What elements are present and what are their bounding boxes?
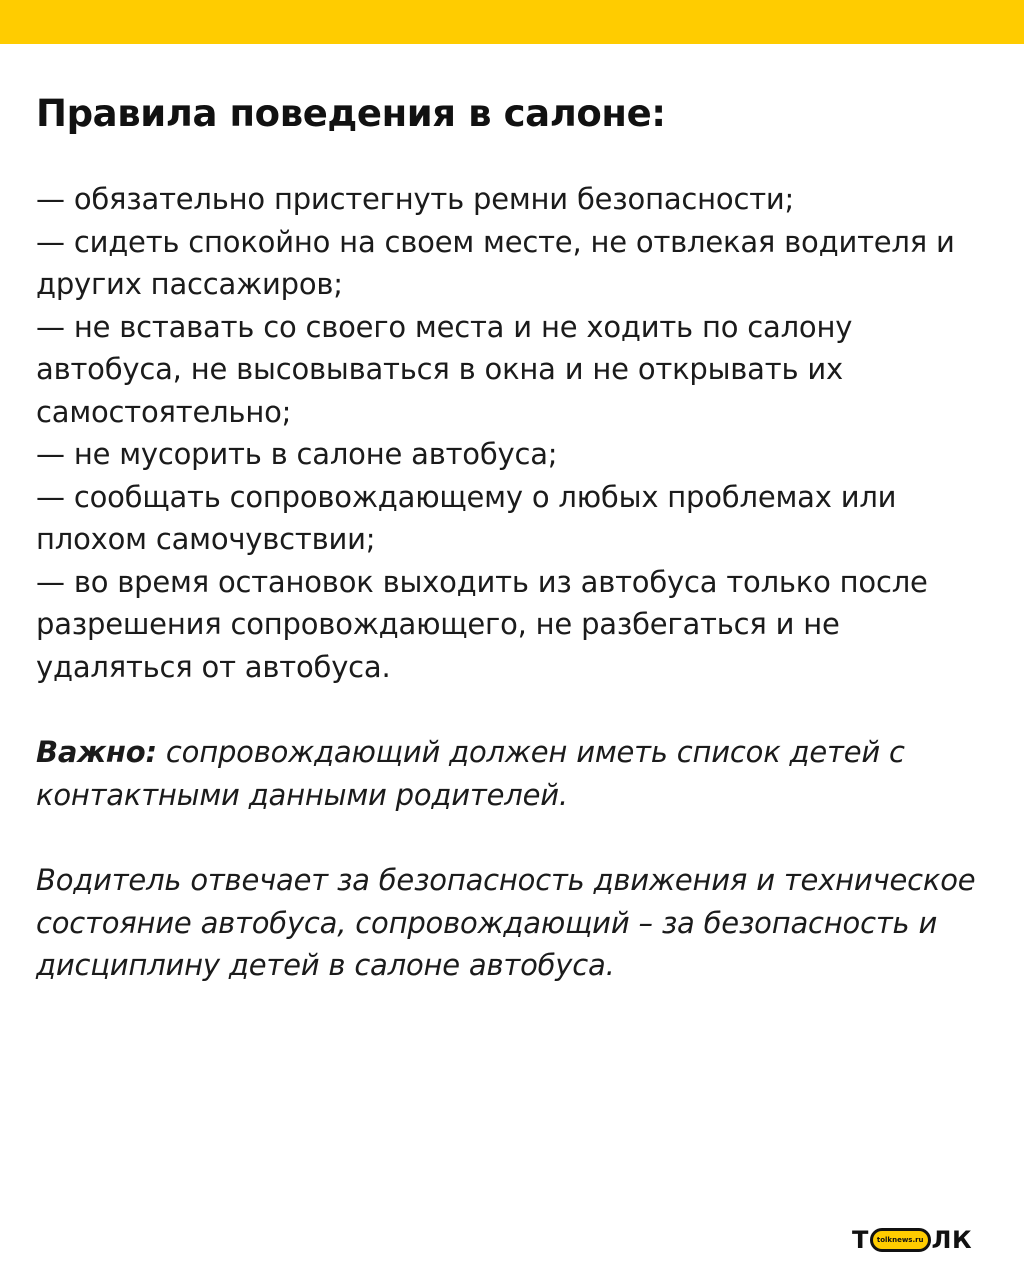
- top-accent-bar: [0, 0, 1024, 44]
- important-note: [36, 731, 986, 816]
- logo-letters-right: ЛК: [931, 1226, 973, 1254]
- logo-pill: tolknews.ru: [870, 1228, 931, 1252]
- page-title: Правила поведения в салоне:: [36, 92, 666, 135]
- article-body: [36, 86, 986, 987]
- rule-item: — сообщать сопровождающему о любых проблемах или плохом самочувствии;: [36, 479, 897, 556]
- closing-paragraph: Водитель отвечает за безопасность движения и техническое состояние автобуса, сопровождающий – за безопасность и дисциплину детей в салоне автобуса.: [36, 863, 976, 982]
- rule-item: — не мусорить в салоне автобуса;: [36, 437, 558, 471]
- rule-item: — сидеть спокойно на своем месте, не отвлекая водителя и других пассажиров;: [36, 224, 955, 301]
- brand-logo: [852, 1227, 972, 1253]
- rule-item: — во время остановок выходить из автобуса только после разрешения сопровождающего, не разбегаться и не удаляться от автобуса.: [36, 564, 928, 684]
- important-label: Важно:: [36, 735, 157, 769]
- important-text: сопровождающий должен иметь список детей с контактными данными родителей.: [36, 735, 905, 812]
- rule-item: — обязательно пристегнуть ремни безопасности;: [36, 182, 795, 216]
- rules-list: [36, 178, 986, 688]
- logo-letter-left: Т: [852, 1226, 869, 1254]
- rule-item: — не вставать со своего места и не ходить по салону автобуса, не высовываться в окна и не открывать их самостоятельно;: [36, 309, 853, 429]
